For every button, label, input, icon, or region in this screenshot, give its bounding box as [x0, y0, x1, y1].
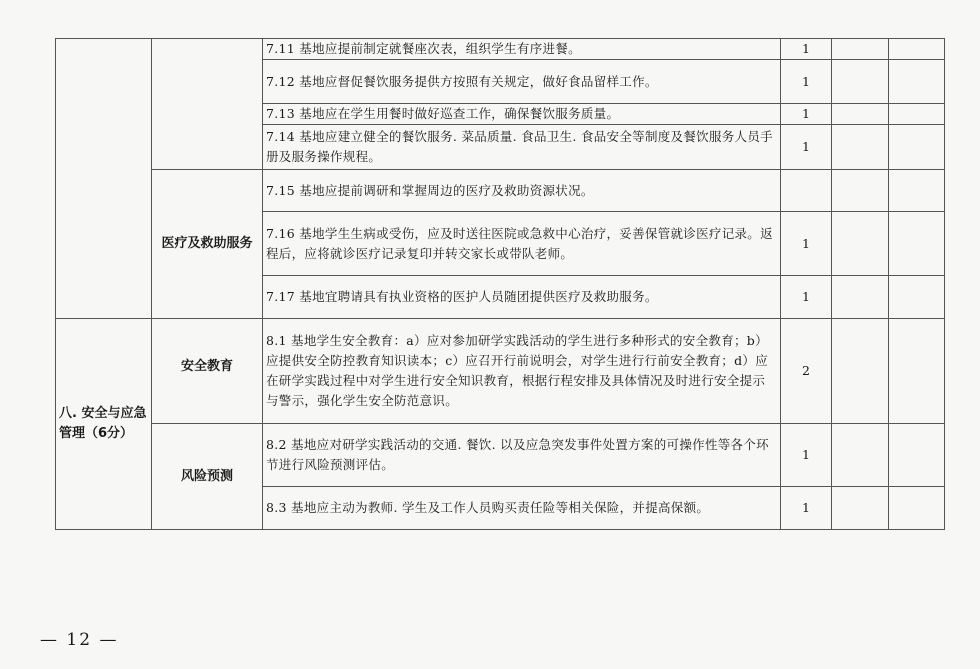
score-cell: 1 [781, 212, 832, 276]
item-text: 7.16 基地学生生病或受伤，应及时送往医院或急救中心治疗，妥善保管就诊医疗记录。返程后，应将就诊医疗记录复印并转交家长或带队老师。 [263, 212, 781, 276]
blank-cell [889, 319, 945, 424]
subcategory-cell-medical: 医疗及救助服务 [152, 170, 263, 319]
item-text: 8.2 基地应对研学实践活动的交通. 餐饮. 以及应急突发事件处置方案的可操作性等各个环节进行风险预测评估。 [263, 424, 781, 487]
blank-cell [832, 39, 889, 60]
category-cell-section7 [56, 39, 152, 319]
table-row [56, 319, 945, 424]
blank-cell [889, 125, 945, 170]
blank-cell [889, 276, 945, 319]
score-cell: 2 [781, 319, 832, 424]
score-cell: 1 [781, 125, 832, 170]
category-cell-section8: 八. 安全与应急管理（6分） [56, 319, 152, 530]
table-row [56, 39, 945, 60]
evaluation-table [55, 38, 945, 530]
item-text: 7.12 基地应督促餐饮服务提供方按照有关规定，做好食品留样工作。 [263, 60, 781, 104]
item-text: 7.11 基地应提前制定就餐座次表，组织学生有序进餐。 [263, 39, 781, 60]
blank-cell [832, 125, 889, 170]
subcategory-cell-risk-forecast: 风险预测 [152, 424, 263, 530]
blank-cell [832, 170, 889, 212]
blank-cell [832, 212, 889, 276]
item-text: 7.13 基地应在学生用餐时做好巡查工作，确保餐饮服务质量。 [263, 104, 781, 125]
blank-cell [832, 60, 889, 104]
score-cell: 1 [781, 104, 832, 125]
blank-cell [832, 487, 889, 530]
blank-cell [889, 104, 945, 125]
blank-cell [832, 104, 889, 125]
blank-cell [889, 170, 945, 212]
blank-cell [832, 319, 889, 424]
page-number: — 12 — [40, 630, 119, 650]
blank-cell [832, 276, 889, 319]
score-cell: 1 [781, 424, 832, 487]
score-cell: 1 [781, 39, 832, 60]
blank-cell [889, 424, 945, 487]
subcategory-cell-dining [152, 39, 263, 170]
table-row [56, 424, 945, 487]
item-text: 8.3 基地应主动为教师. 学生及工作人员购买责任险等相关保险，并提高保额。 [263, 487, 781, 530]
blank-cell [889, 487, 945, 530]
item-text: 7.15 基地应提前调研和掌握周边的医疗及救助资源状况。 [263, 170, 781, 212]
item-text: 7.14 基地应建立健全的餐饮服务. 菜品质量. 食品卫生. 食品安全等制度及餐饮服务人员手册及服务操作规程。 [263, 125, 781, 170]
item-text: 7.17 基地宜聘请具有执业资格的医护人员随团提供医疗及救助服务。 [263, 276, 781, 319]
score-cell: 1 [781, 60, 832, 104]
score-cell: 1 [781, 276, 832, 319]
blank-cell [889, 60, 945, 104]
score-cell: 1 [781, 487, 832, 530]
blank-cell [889, 39, 945, 60]
table-row [56, 170, 945, 212]
item-text: 8.1 基地学生安全教育：a）应对参加研学实践活动的学生进行多种形式的安全教育；b）应提供安全防控教育知识读本；c）应召开行前说明会，对学生进行行前安全教育；d）应在研学实践过程中对学生进行安全知识教育，根据行程安排及具体情况及时进行安全提示与警示，强化学生安全防范意识。 [263, 319, 781, 424]
blank-cell [889, 212, 945, 276]
score-cell [781, 170, 832, 212]
subcategory-cell-safety-education: 安全教育 [152, 319, 263, 424]
blank-cell [832, 424, 889, 487]
